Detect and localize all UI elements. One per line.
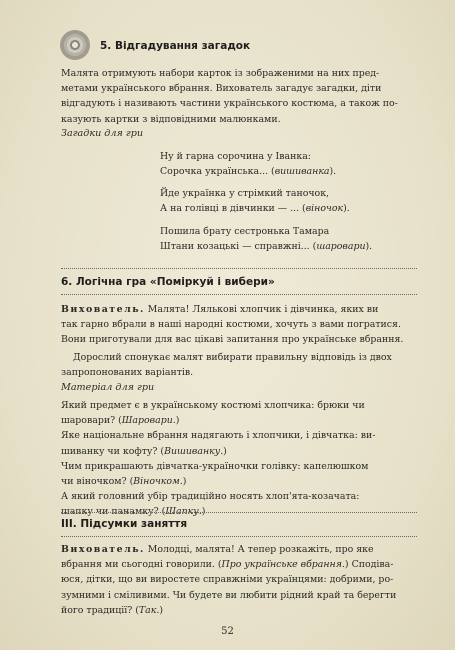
text-line <box>61 302 417 317</box>
text-line <box>61 557 417 572</box>
section3-title: III. Підсумки заняття <box>61 518 188 530</box>
text: .) <box>156 604 164 616</box>
section5-title: 5. Відгадування загадок <box>100 40 251 52</box>
answer: Шаровари <box>121 415 173 427</box>
section-divider <box>61 512 417 514</box>
text: його традиції? ( <box>61 604 139 616</box>
material-subtitle: Матеріал для гри <box>61 382 155 393</box>
verse-text: А на голівці в дівчинки — ... ( <box>160 203 306 215</box>
question-line: Яке національне вбрання надягають і хлопчики, і дівчатка: ви- <box>61 430 376 442</box>
text-line: запропонованих варіантів. <box>61 367 194 379</box>
riddle-answer: шаровари <box>316 241 366 253</box>
verse-line: Йде українка у стрімкий таночок, <box>160 188 330 199</box>
verse-line: Ну й гарна сорочина у Іванка: <box>160 151 311 162</box>
riddle-3 <box>160 224 372 254</box>
verse-text: Штани козацькі — справжні... ( <box>160 241 317 253</box>
text: вбрання ми сьогодні говорили. ( <box>61 559 222 571</box>
riddle-2 <box>160 186 350 216</box>
text-line: Дорослий спонукає малят вибирати правильну відповідь із двох <box>73 352 392 363</box>
verse-text: ). <box>365 241 373 253</box>
text: Малята! Лялькові хлопчик і дівчинка, яких ви <box>144 304 379 315</box>
summary-paragraph <box>61 542 417 618</box>
text-line: казують картки з відповідними малюнками. <box>61 113 281 125</box>
verse-line <box>160 201 350 216</box>
riddle-answer: віночок <box>305 203 344 215</box>
cd-disc-icon <box>60 30 90 60</box>
answer: Шапку <box>165 506 199 518</box>
questions <box>61 398 417 520</box>
question-line: А який головний убір традиційно носять хлоп'ята-козачата: <box>61 491 360 503</box>
section-divider <box>61 294 417 296</box>
page-number: 52 <box>221 626 234 637</box>
section5-intro <box>61 66 417 127</box>
answer: Так <box>138 604 157 616</box>
text-line <box>61 542 417 557</box>
question-line <box>61 474 417 489</box>
text-line: метами українського вбрання. Вихователь загадує загадки, діти <box>61 83 382 95</box>
section-divider <box>61 536 417 538</box>
verse-text: ). <box>329 166 337 178</box>
question-line <box>61 444 417 459</box>
text: шиванку чи кофту? ( <box>61 445 165 457</box>
question-line <box>61 413 417 428</box>
text: .) Сподіва- <box>341 559 394 571</box>
text-line <box>61 603 417 618</box>
text-line: Вони приготували для вас цікаві запитання про українське вбрання. <box>61 334 404 346</box>
text: Молодці, малята! А тепер розкажіть, про яке <box>144 544 374 555</box>
text-line: зумними і сміливими. Чи будете ви любити рідний край та берегти <box>61 589 397 601</box>
verse-line <box>160 164 336 179</box>
text: .) <box>179 476 187 488</box>
speaker-label: Вихователь. <box>61 304 145 315</box>
riddle-answer: вишиванка <box>274 166 330 178</box>
answer: Вишиванку <box>164 445 221 457</box>
text-line: Малята отримують набори карток із зображеними на них пред- <box>61 68 380 79</box>
verse-line: Пошила брату сестронька Тамара <box>160 226 330 237</box>
text: шаровари? ( <box>61 415 122 427</box>
section6-para2 <box>61 350 417 380</box>
text-line: юся, дітки, що ви виростете справжніми українцями: добрими, ро- <box>61 574 394 586</box>
text-line: так гарно вбрали в наші народні костюми, хочуть з вами погратися. <box>61 319 401 331</box>
section6-title: 6. Логічна гра «Поміркуй і вибери» <box>61 276 275 288</box>
answer: Про українське вбрання <box>221 559 342 571</box>
text-line: відгадують і називають частини українського костюма, а також по- <box>61 98 398 110</box>
riddles-subtitle: Загадки для гри <box>61 128 144 139</box>
speaker-label: Вихователь. <box>61 544 145 555</box>
riddle-1 <box>160 149 336 179</box>
verse-text: ). <box>343 203 350 215</box>
text: .) <box>198 506 206 518</box>
text: .) <box>220 445 227 457</box>
section6-para1 <box>61 302 417 348</box>
text: .) <box>172 415 180 427</box>
question-line: Який предмет є в українському костюмі хлопчика: брюки чи <box>61 400 365 411</box>
section-divider <box>61 268 417 270</box>
text: шапку чи панамку? ( <box>61 506 166 518</box>
text: чи віночком? ( <box>61 476 134 488</box>
question-line: Чим прикрашають дівчатка-україночки голівку: капелюшком <box>61 460 369 472</box>
verse-line <box>160 239 372 254</box>
answer: Віночком <box>133 476 180 488</box>
verse-text: Сорочка українська... ( <box>160 166 275 178</box>
